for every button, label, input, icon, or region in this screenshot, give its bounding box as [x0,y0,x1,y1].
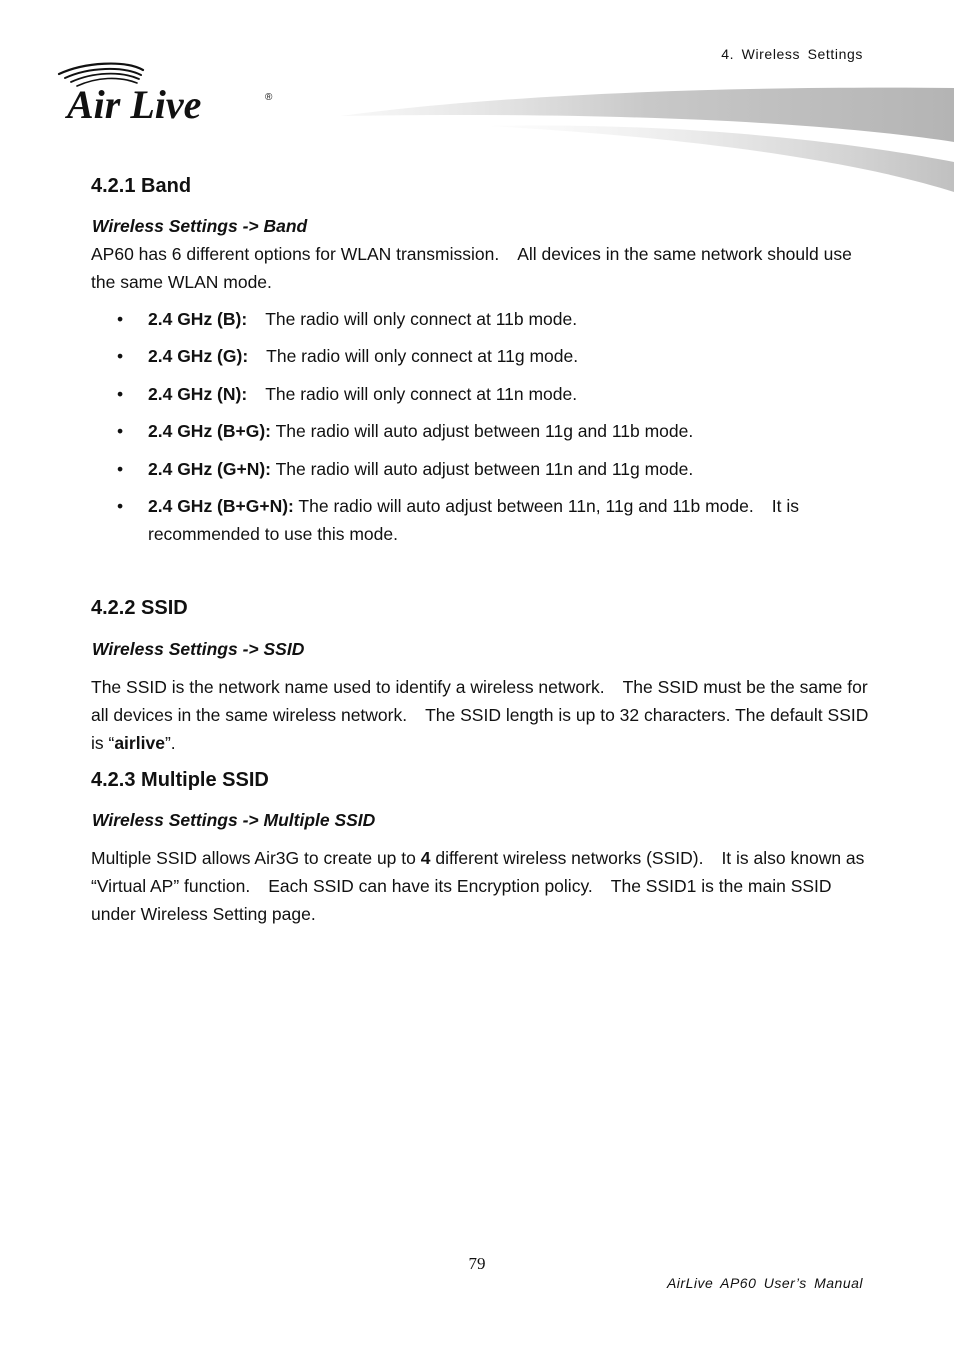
list-item: • 2.4 GHz (N): The radio will only connect at 11n mode. [117,383,578,404]
airlive-logo [55,60,285,124]
multiple-ssid-heading: 4.2.3 Multiple SSID [91,769,269,791]
default-ssid-value: airlive [114,733,165,753]
ssid-menu-path: Wireless Settings -> SSID [92,639,305,659]
list-item: • 2.4 GHz (G): The radio will only connect at 11g mode. [117,346,579,367]
multiple-ssid-description: Multiple SSID allows Air3G to create up to 4 different wireless networks (SSID). It is also known as “Virtual AP” function. Each SSID can have its Encryption policy. The SSID1 is the main SSID under Wireless Setting page. [91,848,865,924]
list-item: • 2.4 GHz (G+N): The radio will auto adjust between 11n and 11g mode. [117,458,694,479]
chapter-header: 4. Wireless Settings [721,46,863,62]
logo-wordmark: Air Live [67,82,202,124]
manual-title-footer: AirLive AP60 User’s Manual [666,1275,863,1291]
header-swoosh [340,82,954,197]
list-item: • 2.4 GHz (B): The radio will only connect at 11b mode. [117,309,578,329]
band-options-list [91,305,876,557]
registered-mark: ® [265,92,273,103]
page-number: 79 [468,1254,486,1273]
multiple-ssid-menu-path: Wireless Settings -> Multiple SSID [92,810,376,830]
ssid-description: The SSID is the network name used to identify a wireless network. The SSID must be the same for all devices in the same wireless network. The SSID length is up to 32 characters. The default SSID is “airlive”. [91,677,869,753]
list-item: • 2.4 GHz (B+G+N): The radio will auto adjust between 11n, 11g and 11b mode. It is recommended to use this mode. [117,495,799,544]
band-intro: AP60 has 6 different options for WLAN transmission. All devices in the same network should use the same WLAN mode. [91,244,852,292]
band-heading: 4.2.1 Band [91,175,192,197]
ssid-heading: 4.2.2 SSID [91,597,188,619]
band-menu-path: Wireless Settings -> Band [92,216,308,236]
ssid-count: 4 [420,848,431,868]
list-item: • 2.4 GHz (B+G): The radio will auto adjust between 11g and 11b mode. [117,421,694,442]
